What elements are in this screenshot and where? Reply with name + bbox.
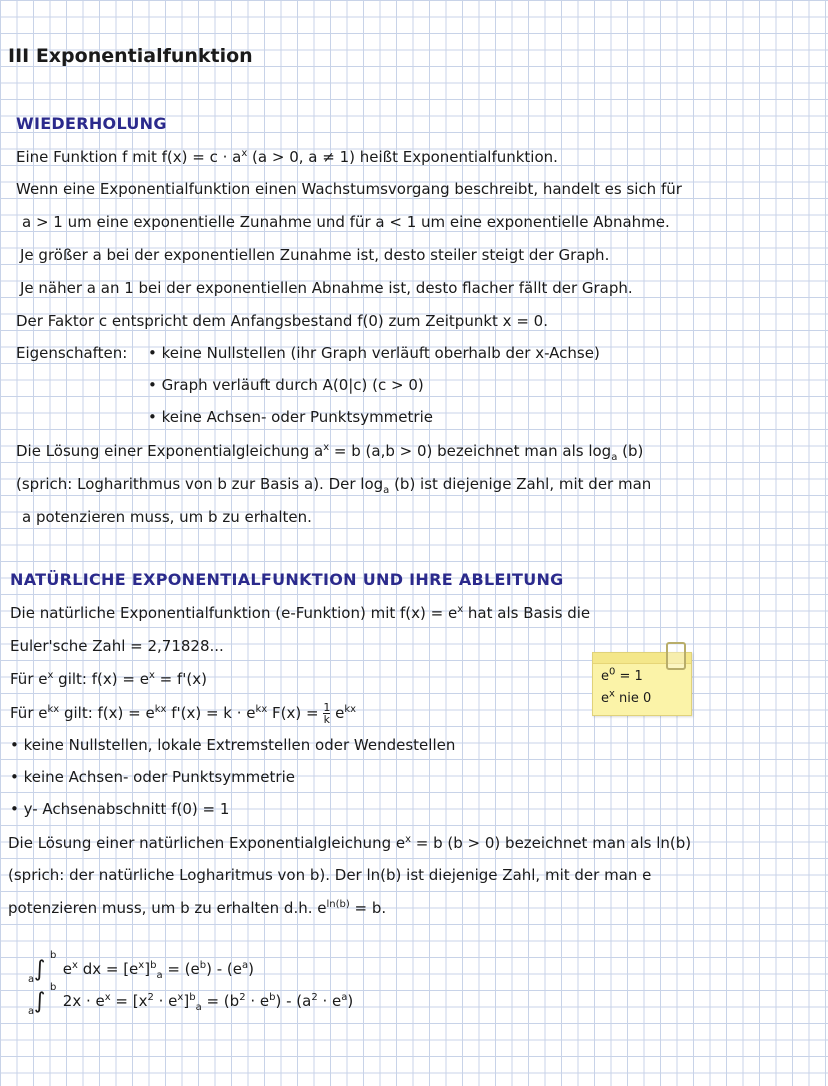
bullet-item: • y- Achsenabschnitt f(0) = 1	[10, 800, 230, 818]
sticky-note-line: $e^x$ nie 0	[601, 688, 652, 706]
text-line: a > 1 um eine exponentielle Zunahme und für a < 1 um eine exponentielle Abnahme.	[22, 213, 670, 231]
text-line: potenzieren muss, um b zu erhalten d.h. $e^{ln(b)} = b$.	[8, 899, 387, 917]
property-item: • keine Nullstellen (ihr Graph verläuft oberhalb der x-Achse)	[148, 344, 600, 362]
text-line: Die natürliche Exponentialfunktion (e-Funktion) mit $f(x) = e^x$ hat als Basis die	[10, 604, 591, 622]
paperclip-icon	[666, 642, 686, 670]
properties-label: Eigenschaften:	[16, 344, 128, 362]
property-item: • keine Achsen- oder Punktsymmetrie	[148, 408, 433, 426]
text-line: Der Faktor c entspricht dem Anfangsbestand f(0) zum Zeitpunkt x = 0.	[16, 312, 548, 330]
integral-line: ∫ b a $e^x$ dx = $[e^x]^b_a = (e^b) - (e^a)$	[28, 950, 255, 985]
property-item: • Graph verläuft durch A(0|c) (c > 0)	[148, 376, 424, 394]
text-line: (sprich: Logharithmus von b zur Basis a). Der $\log_a (b)$ ist diejenige Zahl, mit der man	[16, 475, 652, 496]
text-line: Wenn eine Exponentialfunktion einen Wachstumsvorgang beschreibt, handelt es sich für	[16, 180, 682, 198]
integral-sign: ∫	[34, 989, 46, 1014]
text-line: (sprich: der natürliche Logharitmus von b). Der ln(b) ist diejenige Zahl, mit der man e	[8, 866, 652, 884]
text-line: Für $e^{kx}$ gilt: $f(x) = e^{kx}$ $f'(x) = k \cdot e^{kx}$ F(x) = $\frac{1}{k}$ $e^{kx}$	[10, 701, 357, 726]
section-heading-wiederholung: WIEDERHOLUNG	[16, 114, 167, 133]
text-line: Für $e^x$ gilt: $f(x) = e^x = f'(x)$	[10, 670, 207, 688]
text-line: Je näher a an 1 bei der exponentiellen Abnahme ist, desto flacher fällt der Graph.	[20, 279, 633, 297]
sticky-note-line: $e^0 = 1$	[601, 666, 643, 684]
text-line: Die Lösung einer Exponentialgleichung $a^x = b$ (a,b > 0) bezeichnet man als $\log_a (b)$	[16, 442, 644, 463]
bullet-item: • keine Achsen- oder Punktsymmetrie	[10, 768, 295, 786]
section-heading-natuerliche-exponentialfunktion: NATÜRLICHE EXPONENTIALFUNKTION UND IHRE ABLEITUNG	[10, 570, 564, 589]
text-line: Die Lösung einer natürlichen Exponentialgleichung $e^x = b$ (b > 0) bezeichnet man als ln(b)	[8, 834, 692, 852]
integral-line: ∫ b a $2x \cdot e^x = [x^2 \cdot e^x]^b_a = (b^2 \cdot e^b) - (a^2 \cdot e^a)$	[28, 982, 354, 1017]
text-line: a potenzieren muss, um b zu erhalten.	[22, 508, 312, 526]
text-line: Je größer a bei der exponentiellen Zunahme ist, desto steiler steigt der Graph.	[20, 246, 610, 264]
page-title: III Exponentialfunktion	[8, 45, 253, 67]
bullet-item: • keine Nullstellen, lokale Extremstellen oder Wendestellen	[10, 736, 456, 754]
text-line: Eine Funktion f mit $f(x) = c \cdot a^x$ (a > 0, a ≠ 1) heißt Exponentialfunktion.	[16, 148, 558, 166]
integral-sign: ∫	[34, 957, 46, 982]
text-line: Euler'sche Zahl = 2,71828...	[10, 637, 224, 655]
